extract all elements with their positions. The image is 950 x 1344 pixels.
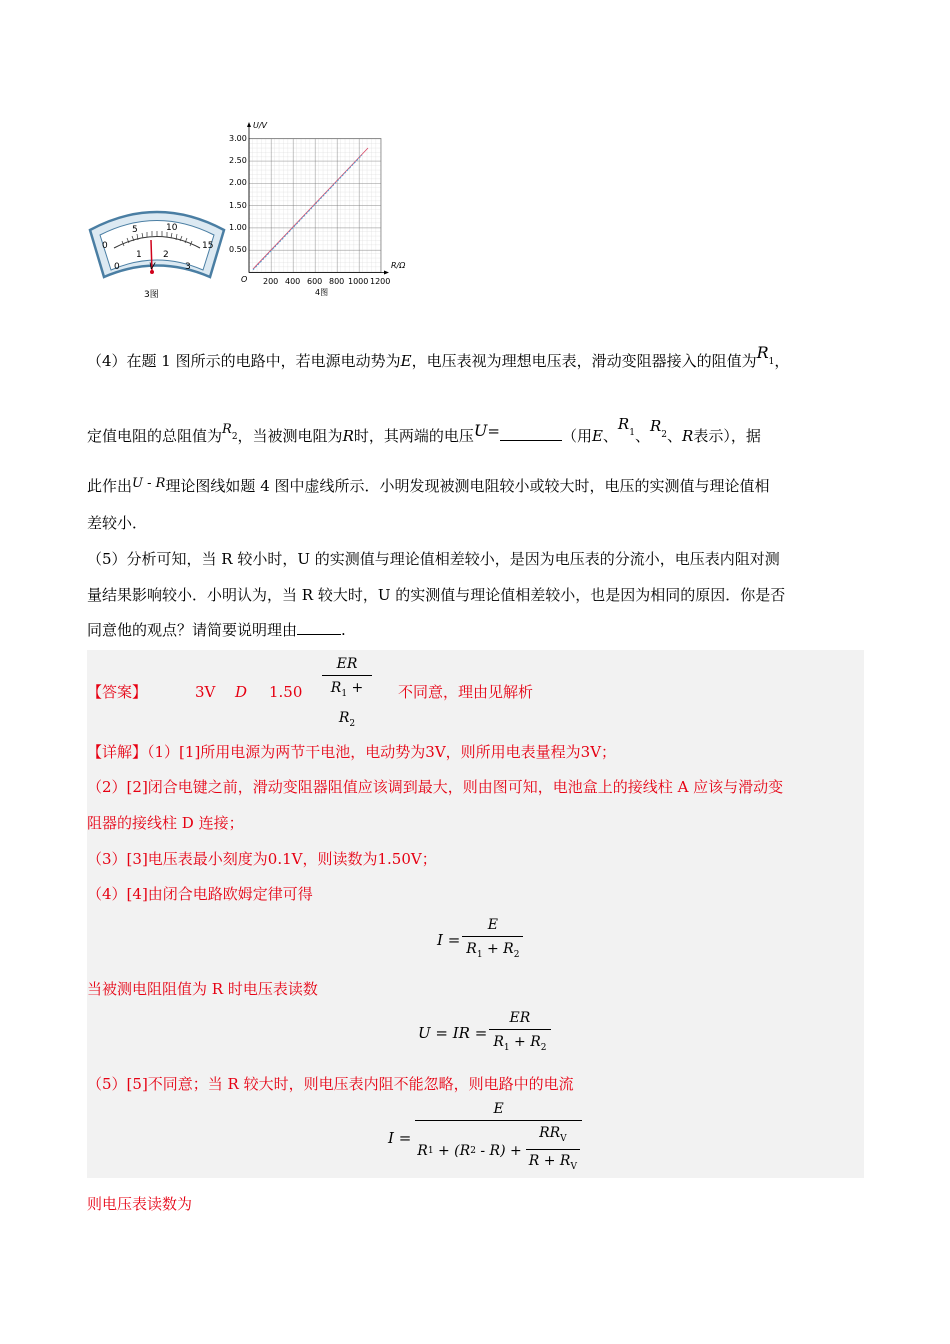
graph-y-tick: 0.50 — [229, 245, 247, 254]
graph-x-label: R/Ω — [391, 261, 406, 270]
var-R: R — [682, 427, 694, 445]
q4-text: （用 — [561, 427, 592, 445]
eq3-inner-num: $RR_V$ — [526, 1123, 580, 1150]
q4-text: 、 — [602, 427, 618, 445]
eq3-lhs: I = — [388, 1129, 412, 1147]
eq1-num: E — [462, 914, 523, 937]
answer-v3: 1.50 — [269, 683, 303, 701]
graph-y-tick: 2.50 — [229, 156, 247, 165]
graph-labels — [226, 117, 426, 302]
meter-tick-0: 0 — [102, 241, 108, 251]
equals-sign: = — [487, 422, 500, 440]
var-R2-sub: 2 — [661, 430, 667, 440]
detail-l2: （2）[2]闭合电键之前，滑动变阻器阻值应该调到最大，则由图可知，电池盒上的接线柱 A 应该与滑动变 — [87, 778, 784, 796]
q4-line2 — [87, 415, 761, 453]
eq3-num: E — [415, 1098, 582, 1121]
graph-x-tick: 1200 — [370, 277, 391, 286]
q4-text: （4）在题 1 图所示的电路中，若电源电动势为 — [87, 352, 401, 370]
answer-frac-den: $R_1 + R_2$ — [330, 680, 364, 729]
var-U: U — [473, 421, 488, 440]
graph-x-tick: 600 — [307, 277, 323, 286]
var-R1-sub: 1 — [629, 428, 635, 438]
var-R: R — [342, 427, 354, 445]
q4-text: 此作出 — [87, 477, 133, 495]
graph-y-label: U/V — [253, 121, 268, 130]
q5-answer-blank[interactable] — [297, 634, 341, 635]
meter-caption: 3图 — [144, 290, 159, 300]
var-R2: R — [222, 422, 232, 437]
meter-low-1: 1 — [136, 250, 142, 260]
graph-origin: O — [241, 275, 248, 284]
meter-low-3: 3 — [185, 262, 191, 272]
eq3-den-part: + (R — [438, 1142, 471, 1159]
detail-text: （1）[1]所用电源为两节干电池，电动势为3V，则所用电表量程为3V； — [147, 743, 617, 761]
detail-l7: （5）[5]不同意；当 R 较大时，则电压表内阻不能忽略，则电路中的电流 — [87, 1075, 574, 1093]
meter-top-scale — [82, 220, 232, 250]
answer-v2: D — [235, 683, 248, 701]
graph-x-tick: 1000 — [348, 277, 369, 286]
q5-text: 同意他的观点？请简要说明理由 — [87, 621, 298, 639]
q4-answer-blank[interactable] — [500, 440, 562, 441]
answer-line — [87, 682, 147, 702]
equation-2 — [418, 1008, 551, 1058]
meter-tick-15: 15 — [202, 241, 214, 251]
answer-v5: 不同意，理由见解析 — [398, 683, 534, 701]
var-E: E — [400, 352, 412, 370]
q4-text: ， — [774, 352, 790, 370]
equation-1 — [437, 915, 523, 965]
q4-text: ，当被测电阻为 — [237, 427, 343, 445]
graph-y-tick: 2.00 — [229, 178, 247, 187]
meter-unit: V — [149, 262, 156, 272]
meter-tick-10: 10 — [166, 223, 178, 233]
detail-label: 【详解】 — [87, 743, 148, 761]
q5-line2: 量结果影响较小．小明认为，当 R 较大时，U 的实测值与理论值相差较小，也是因为相同的原因．你是否 — [87, 586, 786, 604]
detail-l4: （3）[3]电压表最小刻度为0.1V，则读数为1.50V； — [87, 850, 437, 868]
q4-text: 时，其两端的电压 — [353, 427, 474, 445]
var-R2-sub: 2 — [231, 432, 238, 442]
q4-text: 定值电阻的总阻值为 — [87, 427, 223, 445]
graph-y-tick: 1.00 — [229, 223, 247, 232]
detail-l3: 阻器的接线柱 D 连接； — [87, 814, 244, 832]
var-U-R: U - R — [132, 476, 166, 491]
answer-label: 【答案】 — [87, 683, 148, 701]
graph-x-tick: 400 — [285, 277, 301, 286]
var-R1: R — [617, 415, 630, 433]
var-R1: R — [756, 343, 769, 362]
q5-line1: （5）分析可知，当 R 较小时，U 的实测值与理论值相差较小，是因为电压表的分流小，电压表内阻对测 — [87, 550, 780, 568]
eq2-lhs: U = IR = — [418, 1024, 488, 1042]
var-R1-sub: 1 — [768, 357, 775, 367]
eq3-den-part: - R) + — [480, 1142, 522, 1159]
eq3-inner-num-text: RR — [539, 1125, 561, 1142]
graph-caption: 4图 — [315, 288, 329, 297]
eq3-inner-den: $R + R_V$ — [528, 1153, 577, 1172]
detail-l5: （4）[4]由闭合电路欧姆定律可得 — [87, 885, 313, 903]
eq2-den: $R_1 + R_2$ — [493, 1033, 547, 1053]
answer-frac-num: ER — [322, 653, 372, 676]
graph-x-tick: 800 — [329, 277, 345, 286]
q4-line3 — [87, 476, 770, 498]
var-E: E — [591, 427, 603, 445]
q4-text: ，电压表视为理想电压表，滑动变阻器接入的阻值为 — [411, 352, 757, 370]
q4-text: 理论图线如题 4 图中虚线所示．小明发现被测电阻较小或较大时，电压的实测值与理论值相 — [165, 477, 770, 495]
eq3-den: R 1 + (R 2 - R) + $RR_V$ $R + R_V$ — [415, 1121, 582, 1178]
eq1-den: $R_1 + R_2$ — [466, 940, 520, 960]
graph-y-tick: 1.50 — [229, 201, 247, 210]
meter-low-2: 2 — [163, 250, 169, 260]
answer-fraction — [322, 653, 372, 736]
footer-l8: 则电压表读数为 — [87, 1195, 193, 1213]
answer-v1: 3V — [195, 683, 216, 701]
q4-line4: 差较小． — [87, 514, 148, 532]
eq1-lhs: I = — [437, 931, 461, 949]
meter-tick-5: 5 — [132, 225, 138, 235]
q4-text: 表示），据 — [693, 427, 761, 445]
graph-y-tick: 3.00 — [229, 134, 247, 143]
equation-3 — [388, 1102, 582, 1174]
q4-text: 、 — [667, 427, 683, 445]
q4-line1 — [87, 343, 790, 378]
q4-text: 、 — [634, 427, 650, 445]
meter-bottom-scale — [82, 248, 232, 278]
meter-low-0: 0 — [114, 262, 120, 272]
detail-l1 — [87, 742, 616, 762]
detail-l6: 当被测电阻阻值为 R 时电压表读数 — [87, 980, 318, 998]
graph-x-tick: 200 — [263, 277, 279, 286]
var-R2: R — [649, 417, 662, 435]
eq3-inner-den-text: R + R — [528, 1153, 571, 1169]
eq3-den-part: R — [417, 1142, 428, 1159]
eq2-num: ER — [489, 1007, 550, 1030]
q5-line3: 同意他的观点？请简要说明理由 . — [87, 621, 346, 639]
